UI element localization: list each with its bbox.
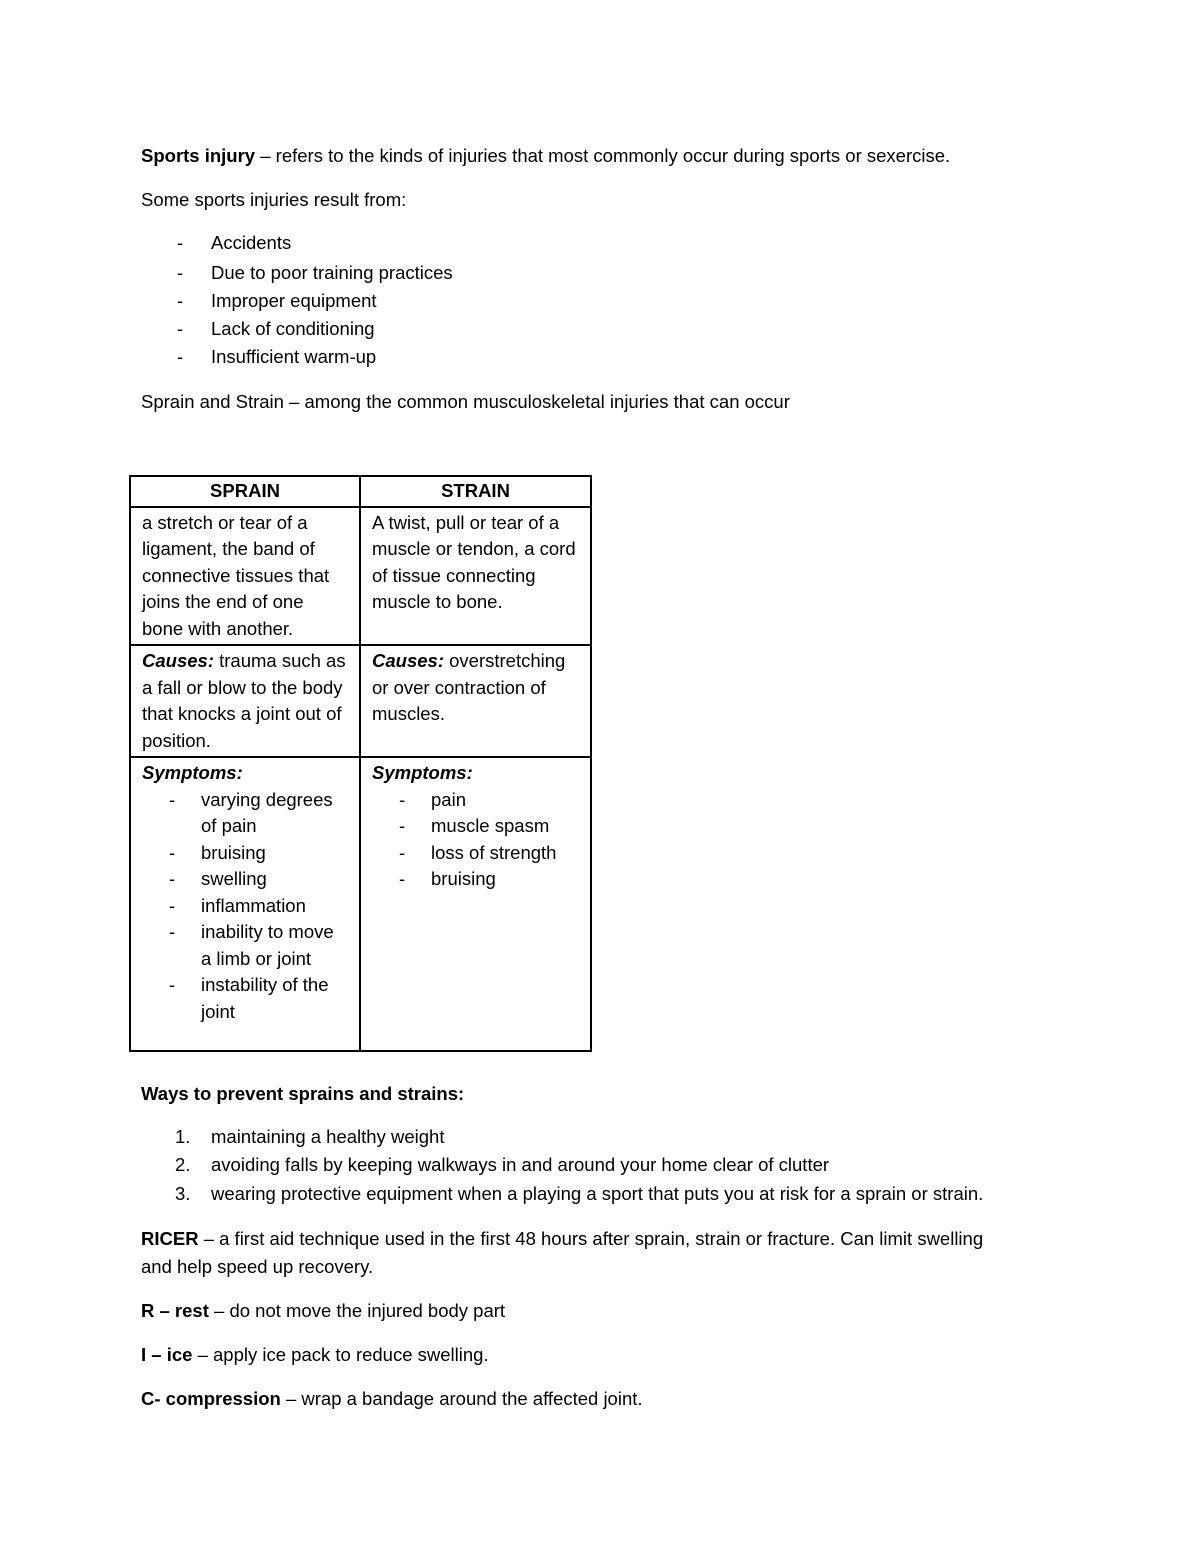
- list-item: Due to poor training practices: [211, 262, 453, 283]
- intro-term: Sports injury: [141, 145, 256, 166]
- step-text: – do not move the injured body part: [208, 1300, 506, 1321]
- list-number: 3.: [175, 1183, 191, 1204]
- list-number: 1.: [175, 1126, 191, 1147]
- table-header-row: [130, 476, 591, 507]
- causes-label: Causes:: [372, 650, 444, 671]
- list-item: - swelling: [131, 866, 349, 893]
- list-item: Insufficient warm-up: [211, 346, 377, 367]
- ricer-step-rest: [141, 1300, 505, 1322]
- ricer-step-ice: [141, 1344, 489, 1366]
- ricer-step-compression: [141, 1388, 643, 1410]
- list-item: - varying degrees of pain: [131, 787, 349, 840]
- strain-definition: A twist, pull or tear of a muscle or tendon, a cord of tissue connecting muscle to bone.: [360, 507, 591, 646]
- sprain-symptom-list: [131, 787, 349, 1026]
- step-term: I – ice: [141, 1344, 193, 1365]
- causes-text: trauma such as a fall or blow to the body that knocks a joint out of position.: [142, 650, 346, 751]
- ricer-term: RICER: [141, 1228, 199, 1249]
- list-item: - bruising: [361, 866, 580, 893]
- intro-definition: – refers to the kinds of injuries that most commonly occur during sports or sexercise.: [255, 145, 951, 166]
- ricer-line1: – a first aid technique used in the first 48 hours after sprain, strain or fracture. Can limit swelling: [198, 1228, 984, 1249]
- strain-symptoms: [360, 757, 591, 1051]
- list-item: - inflammation: [131, 893, 349, 920]
- table-header-sprain: SPRAIN: [130, 476, 360, 507]
- causes-text: overstretching or over contraction of muscles.: [372, 650, 566, 724]
- step-text: – wrap a bandage around the affected joint.: [280, 1388, 643, 1409]
- step-text: – apply ice pack to reduce swelling.: [192, 1344, 489, 1365]
- causes-intro: Some sports injuries result from:: [141, 189, 407, 210]
- list-bullet: -: [177, 346, 184, 367]
- strain-symptom-list: [361, 787, 580, 893]
- list-item: - pain: [361, 787, 580, 814]
- list-item: maintaining a healthy weight: [211, 1126, 445, 1147]
- list-item: - muscle spasm: [361, 813, 580, 840]
- list-item: - bruising: [131, 840, 349, 867]
- list-item: - inability to move a limb or joint: [131, 919, 349, 972]
- sprain-causes: [130, 645, 360, 757]
- ricer-paragraph: [141, 1228, 983, 1250]
- intro-paragraph: [141, 145, 950, 167]
- list-bullet: -: [177, 232, 184, 253]
- list-number: 2.: [175, 1154, 191, 1175]
- ricer-line2: and help speed up recovery.: [141, 1256, 374, 1277]
- list-bullet: -: [177, 318, 184, 339]
- list-item: avoiding falls by keeping walkways in and around your home clear of clutter: [211, 1154, 830, 1175]
- prevention-heading: Ways to prevent sprains and strains:: [141, 1083, 465, 1104]
- list-bullet: -: [177, 290, 184, 311]
- step-term: C- compression: [141, 1388, 281, 1409]
- strain-causes: [360, 645, 591, 757]
- table-row: [130, 645, 591, 757]
- symptoms-label: Symptoms:: [142, 762, 243, 783]
- table-row: [130, 507, 591, 646]
- sprain-strain-line: Sprain and Strain – among the common musculoskeletal injuries that can occur: [141, 391, 790, 412]
- list-item: Improper equipment: [211, 290, 377, 311]
- sprain-strain-table: [129, 475, 592, 1052]
- causes-label: Causes:: [142, 650, 214, 671]
- step-term: R – rest: [141, 1300, 209, 1321]
- list-item: - loss of strength: [361, 840, 580, 867]
- list-item: Accidents: [211, 232, 292, 253]
- list-item: - instability of the joint: [131, 972, 349, 1025]
- list-bullet: -: [177, 262, 184, 283]
- sprain-symptoms: [130, 757, 360, 1051]
- sprain-definition: a stretch or tear of a ligament, the band of connective tissues that joins the end of one bone with another.: [130, 507, 360, 646]
- list-item: wearing protective equipment when a playing a sport that puts you at risk for a sprain or strain.: [211, 1183, 984, 1204]
- list-item: Lack of conditioning: [211, 318, 375, 339]
- table-row: [130, 757, 591, 1051]
- symptoms-label: Symptoms:: [372, 762, 473, 783]
- table-header-strain: STRAIN: [360, 476, 591, 507]
